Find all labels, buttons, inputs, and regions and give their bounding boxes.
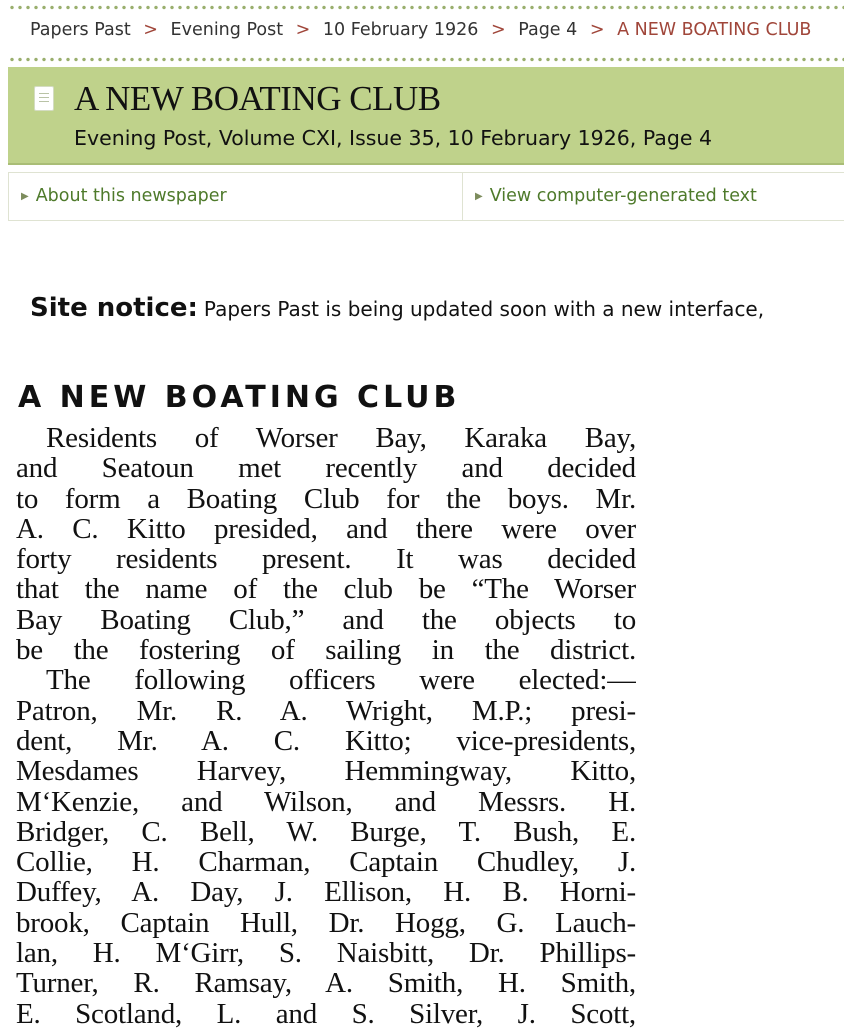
article-line: Collie, H. Charman, Captain Chudley, J.	[16, 846, 636, 879]
article-line: M‘Kenzie, and Wilson, and Messrs. H.	[16, 785, 636, 818]
page-title: A NEW BOATING CLUB	[74, 79, 441, 118]
article-line: to form a Boating Club for the boys. Mr.	[16, 482, 636, 515]
article-line: Turner, R. Ramsay, A. Smith, H. Smith,	[16, 967, 636, 1000]
clipping-body	[16, 423, 636, 1029]
article-line: forty residents present. It was decided	[16, 543, 636, 576]
view-text-link[interactable]	[475, 173, 757, 220]
article-links-bar	[8, 172, 844, 221]
article-line: E. Scotland, L. and S. Silver, J. Scott,	[16, 997, 636, 1030]
dotted-border-bottom	[8, 57, 844, 62]
page-subtitle: Evening Post, Volume CXI, Issue 35, 10 February 1926, Page 4	[74, 126, 713, 150]
article-line: Mesdames Harvey, Hemmingway, Kitto,	[16, 755, 636, 788]
breadcrumb-link-page[interactable]: Page 4	[518, 20, 578, 40]
article-line: lan, H. M‘Girr, S. Naisbitt, Dr. Phillips-	[16, 937, 636, 970]
triangle-right-icon: ▶	[475, 191, 483, 202]
article-line: and Seatoun met recently and decided	[16, 452, 636, 485]
site-notice	[30, 293, 764, 323]
view-text-label: View computer-generated text	[489, 186, 757, 206]
article-line: dent, Mr. A. C. Kitto; vice-presidents,	[16, 724, 636, 757]
article-line: The following officers were elected:—	[46, 664, 636, 697]
dotted-border-top	[8, 5, 844, 10]
article-header	[8, 67, 844, 165]
article-line: Patron, Mr. R. A. Wright, M.P.; presi-	[16, 694, 636, 727]
breadcrumb	[30, 20, 811, 40]
article-line: that the name of the club be “The Worser	[16, 573, 636, 606]
newspaper-clipping	[16, 376, 636, 1036]
article-line: be the fostering of sailing in the district.	[16, 634, 636, 667]
breadcrumb-separator: >	[143, 20, 158, 40]
document-icon	[34, 86, 54, 111]
article-line: Residents of Worser Bay, Karaka Bay,	[46, 422, 636, 454]
article-line: Bay Boating Club,” and the objects to	[16, 603, 636, 636]
site-notice-text: Papers Past is being updated soon with a new interface,	[203, 297, 765, 321]
site-notice-label: Site notice:	[30, 293, 198, 323]
article-line: brook, Captain Hull, Dr. Hogg, G. Lauch-	[16, 906, 636, 939]
breadcrumb-separator: >	[295, 20, 311, 40]
breadcrumb-link-evening-post[interactable]: Evening Post	[170, 20, 284, 40]
article-line: Duffey, A. Day, J. Ellison, H. B. Horni-	[16, 876, 636, 909]
links-divider	[462, 173, 463, 220]
article-line: Bridger, C. Bell, W. Burge, T. Bush, E.	[16, 815, 636, 848]
article-line: A. C. Kitto presided, and there were over	[16, 512, 636, 545]
about-newspaper-label: About this newspaper	[35, 186, 227, 206]
breadcrumb-separator: >	[490, 20, 506, 40]
clipping-headline: A NEW BOATING CLUB	[18, 380, 461, 415]
breadcrumb-current: A NEW BOATING CLUB	[617, 20, 812, 40]
about-newspaper-link[interactable]	[21, 173, 227, 220]
breadcrumb-link-papers-past[interactable]: Papers Past	[30, 20, 131, 40]
breadcrumb-separator: >	[589, 20, 605, 40]
breadcrumb-link-date[interactable]: 10 February 1926	[322, 20, 479, 40]
triangle-right-icon: ▶	[21, 191, 29, 202]
